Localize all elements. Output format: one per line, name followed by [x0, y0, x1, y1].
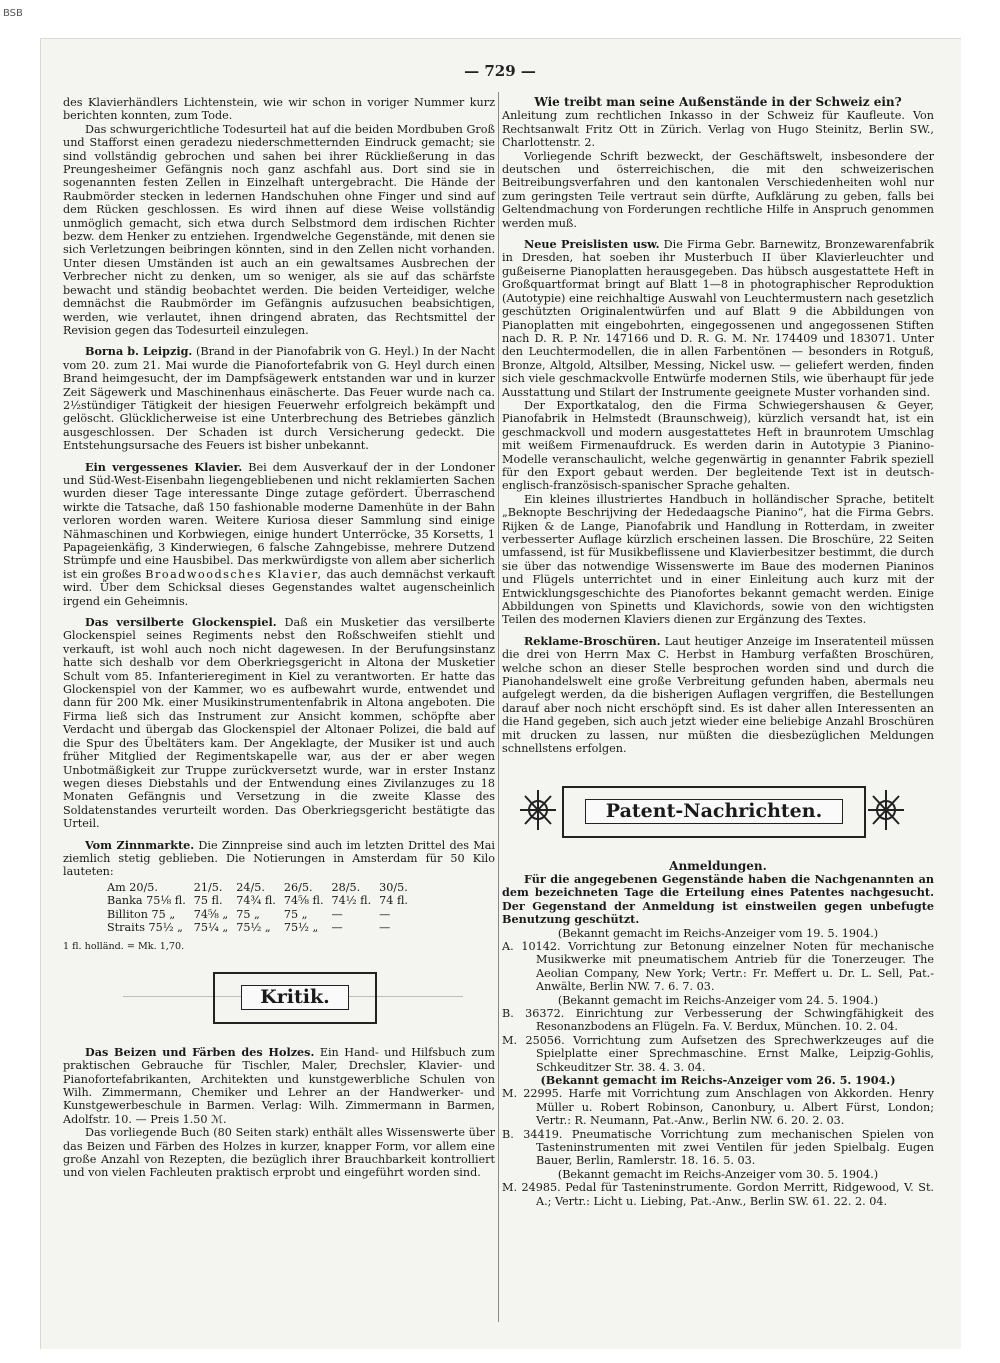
- price-cell: Banka 75⅛ fl.: [107, 894, 186, 908]
- beizen-text: Ein Hand- und Hilfsbuch zum praktischen Gebrauche für Tischler, Maler, Drechsler, Klavier- und Pianofortefabrikanten, Architekten und kunstgewerbliche Schulen von Wilh. Zimmermann, Chemiker und Lehrer an der Handwerker- und Kunstgewerbeschule in Barmen. Verlag: Wilh. Zimmermann in Barmen, Adolfstr. 10. — Preis 1.50 ℳ.: [63, 1045, 495, 1126]
- exportkatalog-paragraph: Der Exportkatalog, den die Firma Schwiegershausen & Geyer, Pianofabrik in Helmstedt (Braunschweig), kürzlich versandt hat, ist ein geschmackvoll und modern ausgestattetes Heft in braunrotem Umschlag mit weißem Firmenaufdruck. Es werden darin in Autotypie 3 Pianino-Modelle veranschaulicht, welche gegenwärtig in genannter Fabrik speziell für den Export gebaut werden. Der begleitende Text ist in deutsch-englisch-französisch-spanischer Sprache gehalten.: [502, 398, 934, 493]
- borna-heading: Borna b. Leipzig.: [85, 344, 193, 359]
- price-cell: 74½ fl.: [331, 894, 372, 908]
- klavier-text: Bei dem Ausverkauf der in der Londoner und Süd-West-Eisenbahn liegengebliebenen und nicht reklamierten Sachen wurden dieser Tage interessante Dinge zutage gefördert. Überraschend wirkte die Tatsache, daß 150 fashionable moderne Damenhüte in der Bahn verloren worden waren. Weitere Kuriosa dieser Sammlung sind einige Nähmaschinen und Korbwiegen, einige hundert Unterröcke, 35 Korsetts, 1 Papageienkäfig, 3 Kinderwiegen, 6 falsche Zahngebisse, mehrere Dutzend Strümpfe und eine Hausbibel. Das merkwürdigste von allem aber sicherlich ist ein großes: [63, 460, 496, 581]
- price-row-billiton: [107, 908, 416, 921]
- price-header-cell: 26/5.: [283, 880, 313, 894]
- ornament-icon: [516, 786, 560, 834]
- patent-intro: Für die angegebenen Gegenstände haben die Nachgenannten an dem bezeichneten Tage die Erteilung eines Patentes nachgesucht. Der Gegenstand der Anmeldung ist einstweilen gegen unbefugte Benutzung geschützt.: [502, 871, 934, 927]
- handbuch-paragraph: Ein kleines illustriertes Handbuch in holländischer Sprache, betitelt „Beknopte Beschrijving der Hededaagsche Pianino“, hat die Firma Gebrs. Rijken & de Lange, Pianofabrik und Handlung in Rotterdam, in zweiter verbesserter Auflage kürzlich erscheinen lassen. Die Broschüre, 22 Seiten umfassend, ist für Musikbeflissene und Klavierbesitzer bestimmt, die durch sie über das notwendige Wissenswerte im Baue des modernen Pianinos und Flügels unterrichtet und in einer Einleitung auch kurz mit der Entwicklungsgeschichte des Pianofortes bekannt gemacht werden. Einige Abbildungen von Spinetts und Klavichords, sowie von den wichtigsten Teilen des modernen Klaviers dienen zur Ergänzung des Textes.: [502, 492, 934, 627]
- klavier-text-end: das auch demnächst verkauft wird. Über dem Schicksal dieses Gegenstandes waltet augenscheinlich irgend ein Geheimnis.: [63, 567, 495, 608]
- glockenspiel-text: Daß ein Musketier das versilberte Glockenspiel seines Regiments nebst den Roßschweifen stiehlt und verkauft, ist wohl auch noch nicht dagewesen. In der Berufungsinstanz hatte sich deshalb vor dem Oberkriegsgericht in Altona der Musketier Schult vom 85. Infanterieregiment in Kiel zu verantworten. Er hatte das Glockenspiel von der Kammer, wo es aufbewahrt wurde, entwendet und dann für 200 Mk. einer Musikinstrumentenfabrik in Altona angeboten. Die Firma ließ sich das Instrument zur Ansicht kommen, schöpfte aber Verdacht und übergab das Glockenspiel der Altonaer Polizei, die bald auf die Spur des Übeltäters kam. Der Angeklagte, der Musiker ist und auch früher Mitglied der Regimentskapelle war, aus der er aber wegen Unbotmäßigkeit zur Truppe zurückversetzt wurde, war in erster Instanz wegen dieses Diebstahls und der Entwendung eines Zivilanzuges zu 18 Monaten Gefängnis und Versetzung in die zweite Klasse des Soldatenstandes verurteilt worden. Das Oberkriegsgericht bestätigte das Urteil.: [63, 616, 496, 831]
- patent-entry: M. 24985. Pedal für Tasteninstrumente. Gordon Merritt, Ridgewood, V. St. A.; Vertr.: Licht u. Liebing, Pat.-Anw., Berlin SW. 61. 22. 2. 04.: [502, 1181, 934, 1208]
- price-header-cell: 30/5.: [379, 880, 408, 894]
- price-cell: 75 „: [283, 907, 308, 921]
- price-cell: Billiton 75 „: [107, 907, 176, 921]
- klavier-article: [63, 461, 495, 608]
- price-header-cell: 28/5.: [331, 880, 361, 894]
- tin-price-table: [107, 881, 416, 935]
- zinn-heading: Vom Zinnmarkte.: [85, 837, 195, 852]
- left-column: [63, 96, 495, 1180]
- price-header-cell: Am 20/5.: [107, 880, 158, 894]
- price-header-cell: 21/5.: [193, 880, 223, 894]
- price-cell: 74⅝ fl.: [283, 894, 324, 908]
- price-cell: —: [331, 920, 343, 934]
- beizen-article: [63, 1046, 495, 1126]
- schweiz-heading: Wie treibt man seine Außenstände in der Schweiz ein?: [534, 95, 902, 109]
- preislisten-text: Die Firma Gebr. Barnewitz, Bronzewarenfabrik in Dresden, hat soeben ihr Musterbuch II über Klavierleuchter und gußeiserne Pianoplatten herausgegeben. Das hübsch ausgestattete Heft in Großquartformat bringt auf Blatt 1—8 in photographischer Reproduktion (Autotypie) eine reichhaltige Auswahl von Leuchtermustern nach gesetzlich geschützten Originalentwürfen und auf Blatt 9 die Abbildungen von Pianoplatten mit eingebohrten, eingegossenen und angegossenen Stiften nach D. R. P. Nr. 147166 und D. R. G. M. Nr. 174409 und 183071. Unter den Leuchtermodellen, die in allen Farbentönen — besonders in Rotguß, Bronze, Altgold, Altsilber, Messing, Nickel usw. — geliefert werden, finden sich viele geschmackvolle Entwürfe modernen Stils, wie überhaupt für jede Ausstattung und Stilart der Instrumente geeignete Muster vorhanden sind.: [502, 238, 934, 399]
- bekannt-line: (Bekannt gemacht im Reichs-Anzeiger vom 26. 5. 1904.): [540, 1073, 896, 1087]
- price-cell: —: [379, 920, 391, 934]
- bekannt-line: (Bekannt gemacht im Reichs-Anzeiger vom 30. 5. 1904.): [557, 1167, 879, 1181]
- glockenspiel-heading: Das versilberte Glockenspiel.: [85, 615, 277, 630]
- price-cell: 75 fl.: [193, 894, 223, 908]
- price-row-banka: [107, 894, 416, 907]
- right-column: [502, 96, 934, 1208]
- klavier-brand: Broadwoodsches Klavier,: [145, 567, 323, 581]
- price-cell: 75½ „: [236, 920, 271, 934]
- price-cell: Straits 75½ „: [107, 920, 183, 934]
- schweiz-review: Vorliegende Schrift bezweckt, der Geschäftswelt, insbesondere der deutschen und österreichischen, die mit den schweizerischen Beitreibungsverfahren und den kantonalen Verschiedenheiten wohl nur zum geringsten Teile vertraut sein dürfte, Aufklärung zu geben, falls bei Geltendmachung von Forderungen rechtliche Hilfe in Anspruch genommen werden muß.: [502, 149, 934, 230]
- klavier-heading: Ein vergessenes Klavier.: [85, 459, 243, 474]
- glockenspiel-article: [63, 616, 495, 831]
- patent-entry: B. 34419. Pneumatische Vorrichtung zum mechanischen Spielen von Tasteninstrumenten mit zwei Ventilen für jeden Spielbalg. Eugen Bauer, Berlin, Ramlerstr. 18. 16. 5. 03.: [502, 1127, 934, 1168]
- price-cell: 75 „: [236, 907, 260, 921]
- lichtenstein-continued: des Klavierhändlers Lichtenstein, wie wir schon in voriger Nummer kurz berichten konnten, zum Tode.: [63, 96, 495, 123]
- bekannt-line: (Bekannt gemacht im Reichs-Anzeiger vom 24. 5. 1904.): [557, 993, 879, 1007]
- price-header-cell: 24/5.: [236, 880, 265, 894]
- currency-footnote: 1 fl. holländ. = Mk. 1,70.: [63, 941, 185, 953]
- beizen-review: Das vorliegende Buch (80 Seiten stark) enthält alles Wissenswerte über das Beizen und Färben des Holzes in kurzer, knapper Form, vor allem eine große Anzahl von Rezepten, die bezüglich ihrer Brauchbarkeit kontrolliert und von vielen Fachleuten praktisch erprobt und eingeführt worden sind.: [63, 1126, 495, 1180]
- price-cell: 74 fl.: [379, 894, 408, 908]
- price-cell: —: [379, 907, 391, 921]
- schweiz-citation: Anleitung zum rechtlichen Inkasso in der Schweiz für Kaufleute. Von Rechtsanwalt Fritz Ott in Zürich. Verlag von Hugo Steinitz, Berlin SW., Charlottenstr. 2.: [502, 109, 934, 150]
- column-divider: [498, 92, 499, 1322]
- beizen-heading: Das Beizen und Färben des Holzes.: [85, 1044, 315, 1059]
- zinn-text: Die Zinnpreise sind auch im letzten Drittel des Mai ziemlich stetig geblieben. Die Notierungen in Amsterdam für 50 Kilo lauteten:: [63, 838, 495, 879]
- price-row-straits: [107, 921, 416, 934]
- borna-article: [63, 345, 495, 452]
- kritik-title: Kritik.: [241, 985, 349, 1010]
- zinn-article: [63, 839, 495, 879]
- patent-banner: [502, 774, 934, 854]
- bekannt-line: (Bekannt gemacht im Reichs-Anzeiger vom 19. 5. 1904.): [557, 926, 879, 940]
- patent-entry: A. 10142. Vorrichtung zur Betonung einzelner Noten für mechanische Musikwerke mit pneumatischem Antrieb für die Tonerzeuger. The Aeolian Company, New York; Vertr.: Fr. Meffert u. Dr. L. Sell, Pat.-Anwälte, Berlin NW. 7. 6. 7. 03.: [502, 939, 934, 994]
- price-cell: 74¾ fl.: [236, 894, 276, 908]
- price-cell: 75¼ „: [193, 920, 229, 934]
- borna-subheading: (Brand in der Pianofabrik von G. Heyl.): [195, 345, 419, 359]
- anmeldungen-heading: Anmeldungen.: [669, 858, 767, 873]
- reklame-heading: Reklame-Broschüren.: [524, 633, 661, 648]
- patent-frame: [562, 786, 866, 838]
- preislisten-heading: Neue Preislisten usw.: [524, 237, 660, 252]
- ornament-icon: [864, 786, 908, 834]
- kritik-banner: [63, 966, 495, 1036]
- price-cell: 75½ „: [283, 920, 319, 934]
- patent-entry: M. 25056. Vorrichtung zum Aufsetzen des Sprechwerkzeuges auf die Spielplatte einer Sprechmaschine. Ernst Malke, Leipzig-Gohlis, Schkeuditzer Str. 38. 4. 3. 04.: [502, 1033, 934, 1074]
- reklame-article: [502, 635, 934, 756]
- reklame-text: Laut heutiger Anzeige im Inseratenteil müssen die drei von Herrn Max C. Herbst in Hamburg verfaßten Broschüren, welche schon an dieser Stelle besprochen worden sind und durch die Pianohandelswelt eine große Verbreitung gefunden haben, abermals neu aufgelegt werden, da die bisherigen Auflagen vergriffen, die Bestellungen darauf aber noch nicht erschöpft sind. Es ist daher allen Interessenten an die Hand gegeben, sich auch jetzt wieder eine beliebige Anzahl Broschüren mit drucken zu lassen, nur müßten die diesbezüglichen Meldungen schnellstens erfolgen.: [502, 634, 935, 756]
- library-mark: BSB: [3, 8, 23, 19]
- patent-entry: B. 36372. Einrichtung zur Verbesserung der Schwingfähigkeit des Resonanzbodens an Flügeln. Fa. V. Berdux, München. 10. 2. 04.: [502, 1006, 934, 1034]
- todesurteil-paragraph: Das schwurgerichtliche Todesurteil hat auf die beiden Mordbuben Groß und Stafforst einen geradezu niederschmetternden Eindruck gemacht; sie sind vollständig gebrochen und sahen bei ihrer Rückließerung in das Preungesheimer Gefängnis noch ganz aschfahl aus. Dort sind sie in sogenannten festen Zellen in Einzelhaft untergebracht. Die Hände der Raubmörder stecken in ledernen Handschuhen ohne Finger und sind auf dem Rücken geschlossen. Es wird ihnen auf diese Weise vollständig unmöglich gemacht, sich etwa durch Selbstmord dem irdischen Richter bezw. dem Henker zu entziehen. Irgendwelche Gegenstände, mit denen sie sich Verletzungen beibringen könnten, sind in den Zellen nicht vorhanden. Unter diesen Umständen ist auch an ein gewaltsames Ausbrechen der Verbrecher nicht zu denken, um so weniger, als sie auf das schärfste bewacht und ständig beobachtet werden. Die beiden Verteidiger, welche demnächst die Raubmörder im Gefängnis aufzusuchen beabsichtigen, werden, wie verlautet, ihnen dringend abraten, das Rechtsmittel der Revision gegen das Todesurteil einzulegen.: [63, 122, 495, 337]
- patent-title: Patent-Nachrichten.: [585, 799, 843, 824]
- preislisten-article: [502, 238, 934, 399]
- price-cell: —: [331, 907, 343, 921]
- price-header-row: [107, 881, 416, 894]
- page-number: — 729 —: [464, 62, 536, 80]
- borna-text: In der Nacht vom 20. zum 21. Mai wurde die Pianofortefabrik von G. Heyl durch einen Brand heimgesucht, der im Dampfsägewerk entstanden war und in kurzer Zeit Sägewerk und Maschinenhaus einäscherte. Das Feuer wurde nach ca. 2½stündiger Tätigkeit der hiesigen Feuerwehr erfolgreich bekämpft und gelöscht. Glücklicherweise ist eine Unterbrechung des Betriebes gänzlich ausgeschlossen. Der Schaden ist durch Versicherung gedeckt. Die Entstehungsursache des Feuers ist bisher unbekannt.: [63, 345, 495, 453]
- price-cell: 74⅝ „: [193, 907, 229, 921]
- patent-entry: M. 22995. Harfe mit Vorrichtung zum Anschlagen von Akkorden. Henry Müller u. Robert Robinson, Canonbury, u. Albert Fürst, London; Vertr.: R. Neumann, Pat.-Anw., Berlin NW. 6. 20. 2. 03.: [502, 1087, 934, 1128]
- kritik-frame: [213, 972, 377, 1024]
